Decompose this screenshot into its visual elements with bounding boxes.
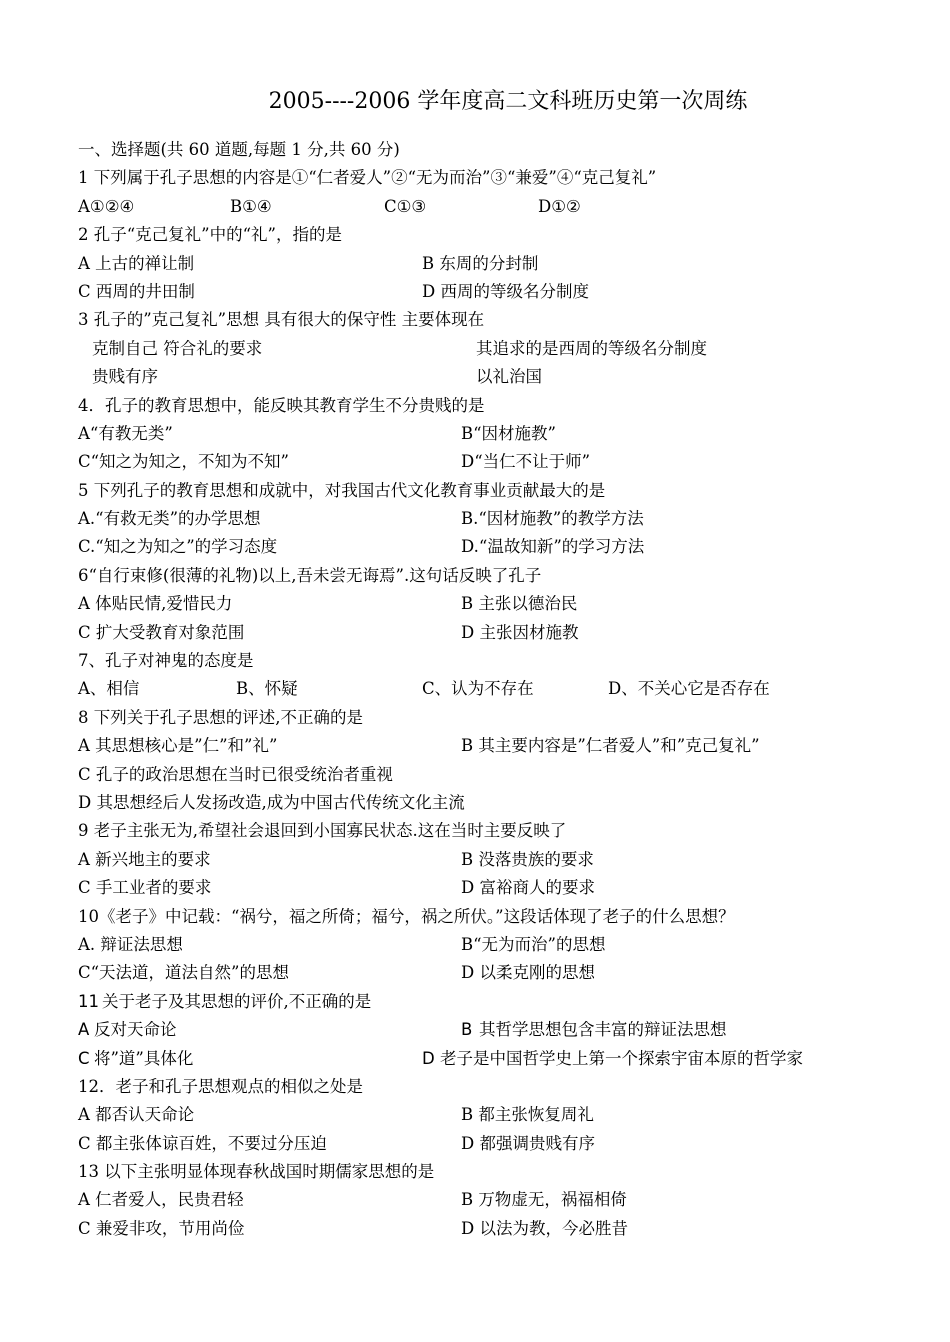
text-line (78, 789, 938, 817)
text-segment: 2 孔子“克己复礼”中的“礼”，指的是 (78, 225, 342, 245)
text-line (78, 250, 938, 278)
text-line (78, 732, 938, 760)
text-segment: A (78, 1020, 90, 1040)
text-segment: 7、孔子对神鬼的态度是 (78, 651, 254, 671)
text-line (78, 278, 938, 306)
text-segment: D 其思想经后人发扬改造,成为中国古代传统文化主流 (78, 792, 465, 812)
text-segment: 6“自行束修(很薄的礼物)以上,吾未尝无诲焉”.这句话反映了孔子 (78, 565, 542, 585)
text-segment: 3 孔子的”克己复礼”思想 具有很大的保守性 主要体现在 (78, 310, 485, 330)
question-list (78, 136, 938, 1243)
text-line (78, 392, 938, 420)
text-segment: D 都强调贵贱有序 (461, 1133, 595, 1153)
text-line (78, 590, 938, 618)
text-segment: A①②④ (78, 196, 135, 216)
text-line (78, 193, 938, 221)
text-line (78, 1101, 938, 1129)
text-line (78, 164, 938, 192)
text-segment: 8 下列关于孔子思想的评述,不正确的是 (78, 707, 363, 727)
text-line (78, 306, 938, 334)
text-segment: B“无为而治”的思想 (461, 934, 606, 954)
text-segment: D 以法为教，今必胜昔 (461, 1218, 628, 1238)
text-segment: 其追求的是西周的等级名分制度 (476, 338, 707, 358)
text-segment: B①④ (230, 196, 272, 216)
text-segment: A 新兴地主的要求 (78, 849, 211, 869)
text-segment: C“天法道，道法自然”的思想 (78, 963, 289, 983)
text-segment: 克制自己 符合礼的要求 (92, 338, 263, 358)
text-segment: B (461, 1020, 473, 1040)
text-segment: 12．老子和孔子思想观点的相似之处是 (78, 1076, 363, 1096)
text-segment: A 仁者爱人，民贵君轻 (78, 1190, 244, 1210)
text-line (78, 136, 938, 164)
text-line (78, 846, 938, 874)
text-segment: D、不关心它是否存在 (608, 679, 770, 699)
text-segment: D 西周的等级名分制度 (422, 281, 589, 301)
text-segment: C 手工业者的要求 (78, 878, 212, 898)
text-line (78, 619, 938, 647)
text-line (78, 959, 938, 987)
text-segment: A 其思想核心是”仁”和”礼” (78, 736, 278, 756)
text-line (78, 1045, 938, 1073)
text-line (78, 1130, 938, 1158)
text-segment: D 主张因材施教 (461, 622, 579, 642)
text-segment: C、认为不存在 (422, 679, 534, 699)
text-line (78, 1016, 938, 1044)
text-segment: B 没落贵族的要求 (461, 849, 594, 869)
text-segment: A 都否认天命论 (78, 1105, 195, 1125)
text-segment: 其哲学思想包含丰富的辩证法思想 (479, 1020, 727, 1040)
text-segment: 一、选择题(共 60 道题,每题 1 分,共 60 分) (78, 140, 400, 159)
text-segment: B 东周的分封制 (422, 253, 539, 273)
text-segment: C 孔子的政治思想在当时已很受统治者重视 (78, 764, 393, 784)
text-line (78, 363, 938, 391)
text-line (78, 505, 938, 533)
text-segment: C (78, 1048, 90, 1068)
text-segment: 11 (78, 991, 99, 1011)
text-segment: 4．孔子的教育思想中，能反映其教育学生不分贵贱的是 (78, 395, 485, 415)
text-segment: A. 辩证法思想 (78, 934, 183, 954)
text-segment: 5 下列孔子的教育思想和成就中，对我国古代文化教育事业贡献最大的是 (78, 480, 606, 500)
text-line (78, 1215, 938, 1243)
text-segment: 反对天命论 (94, 1020, 177, 1040)
text-segment: C.“知之为知之”的学习态度 (78, 537, 278, 557)
text-segment: C 西周的井田制 (78, 281, 195, 301)
text-line (78, 675, 938, 703)
text-segment: B“因材施教” (461, 423, 556, 443)
text-segment: B、怀疑 (236, 679, 298, 699)
text-line (78, 477, 938, 505)
text-line (78, 533, 938, 561)
text-line (78, 448, 938, 476)
text-segment: D①② (538, 196, 581, 216)
text-segment: 10《老子》中记载：“祸兮，福之所倚；福兮，祸之所伏。”这段话体现了老子的什么思想？ (78, 906, 735, 926)
text-segment: D“当仁不让于师” (461, 452, 591, 472)
text-segment: C“知之为知之，不知为不知” (78, 452, 289, 472)
text-segment: D 以柔克刚的思想 (461, 963, 595, 983)
text-segment: 9 老子主张无为,希望社会退回到小国寡民状态.这在当时主要反映了 (78, 821, 567, 841)
text-segment: D (422, 1048, 435, 1068)
text-segment: 贵贱有序 (92, 367, 158, 387)
text-segment: A 上古的禅让制 (78, 253, 195, 273)
page-title: 2005----2006 学年度高二文科班历史第一次周练 (268, 89, 748, 114)
text-segment: A.“有救无类”的办学思想 (78, 509, 261, 529)
text-segment: B.“因材施教”的教学方法 (461, 509, 644, 529)
text-segment: C 兼爱非攻，节用尚俭 (78, 1218, 245, 1238)
text-segment: B 主张以德治民 (461, 594, 578, 614)
text-line (78, 931, 938, 959)
text-line (78, 562, 938, 590)
text-line (78, 817, 938, 845)
text-line (78, 704, 938, 732)
text-line (78, 903, 938, 931)
text-line (78, 647, 938, 675)
text-segment: 1 下列属于孔子思想的内容是①“仁者爱人”②“无为而治”③“兼爱”④“克己复礼” (78, 168, 657, 188)
text-segment: A 体贴民情,爱惜民力 (78, 594, 233, 614)
text-segment: C①③ (384, 196, 427, 216)
text-line (78, 420, 938, 448)
text-segment: C 都主张体谅百姓，不要过分压迫 (78, 1133, 327, 1153)
text-segment: 将”道”具体化 (94, 1048, 194, 1068)
text-segment: 关于老子及其思想的评价,不正确的是 (102, 991, 372, 1011)
text-line (78, 1186, 938, 1214)
text-line (78, 1158, 938, 1186)
text-line (78, 988, 938, 1016)
text-line (78, 221, 938, 249)
text-segment: B 都主张恢复周礼 (461, 1105, 594, 1125)
text-segment: 13 以下主张明显体现春秋战国时期儒家思想的是 (78, 1162, 435, 1182)
text-line (78, 874, 938, 902)
text-segment: 老子是中国哲学史上第一个探索宇宙本原的哲学家 (440, 1048, 803, 1068)
text-line (78, 761, 938, 789)
text-segment: C 扩大受教育对象范围 (78, 622, 245, 642)
text-segment: 以礼治国 (476, 367, 542, 387)
text-line (78, 335, 938, 363)
text-segment: D 富裕商人的要求 (461, 878, 595, 898)
text-segment: B 万物虚无，祸福相倚 (461, 1190, 627, 1210)
text-segment: D.“温故知新”的学习方法 (461, 537, 645, 557)
text-segment: A、相信 (78, 679, 140, 699)
text-line (78, 1073, 938, 1101)
text-segment: A“有教无类” (78, 423, 173, 443)
text-segment: B 其主要内容是”仁者爱人”和”克己复礼” (461, 736, 760, 756)
